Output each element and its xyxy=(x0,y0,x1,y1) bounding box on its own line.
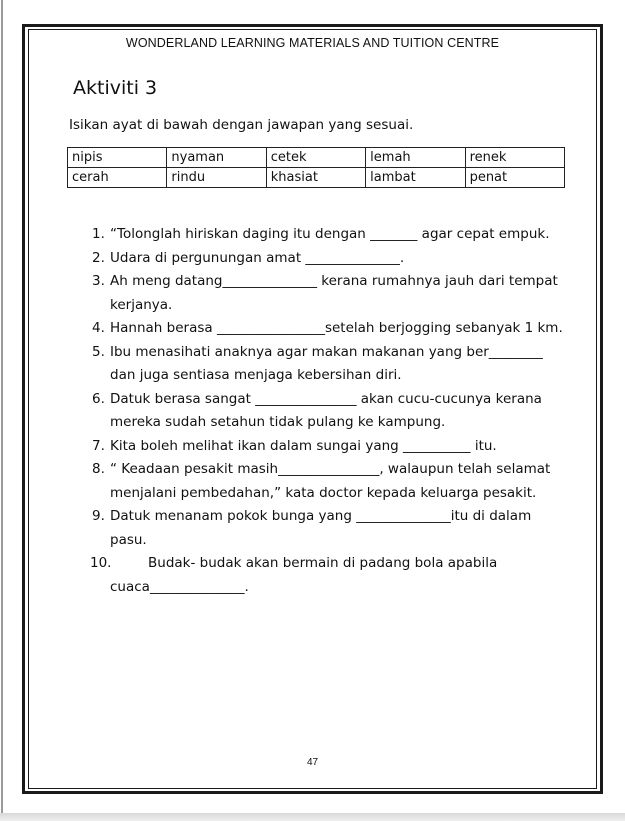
word-cell: nyaman xyxy=(167,148,266,168)
word-cell: khasiat xyxy=(266,168,365,188)
question-item xyxy=(92,317,572,341)
question-number: 7. xyxy=(92,437,105,454)
question-item xyxy=(92,388,572,435)
word-cell: cerah xyxy=(68,168,167,188)
question-number: 10. xyxy=(90,555,112,571)
page-edge-line xyxy=(1,0,3,821)
question-number: 6. xyxy=(92,390,105,407)
question-number: 2. xyxy=(92,249,105,266)
question-number: 3. xyxy=(92,273,105,289)
question-text: Datuk berasa sangat _______________ akan cucu-cucunya kerana mereka sudah setahun tidak pulang ke kampung. xyxy=(110,390,542,430)
question-list xyxy=(92,223,572,599)
question-number: 8. xyxy=(92,461,105,477)
question-item xyxy=(92,341,572,388)
question-text: Hannah berasa ________________setelah berjogging sebanyak 1 km. xyxy=(110,320,563,336)
question-item xyxy=(92,223,572,247)
question-text: “ Keadaan pesakit masih_______________, walaupun telah selamat menjalani pembedahan,” kata doctor kepada keluarga pesakit. xyxy=(110,461,551,501)
activity-title: Aktiviti 3 xyxy=(73,77,158,99)
page-number: 47 xyxy=(306,757,319,768)
word-bank-row xyxy=(68,168,565,188)
question-item xyxy=(92,435,572,459)
question-text: Budak- budak akan bermain di padang bola apabila cuaca______________. xyxy=(110,555,498,595)
word-cell: renek xyxy=(465,148,564,168)
question-number: 4. xyxy=(92,320,105,336)
instruction-text: Isikan ayat di bawah dengan jawapan yang sesuai. xyxy=(69,117,414,133)
word-cell: penat xyxy=(465,168,564,188)
question-text: “Tolonglah hiriskan daging itu dengan _______ agar cepat empuk. xyxy=(110,226,550,242)
word-cell: rindu xyxy=(167,168,266,188)
word-cell: lemah xyxy=(366,148,465,168)
question-number: 1. xyxy=(92,226,105,242)
document-header: WONDERLAND LEARNING MATERIALS AND TUITION CENTRE xyxy=(125,36,500,50)
word-bank-table xyxy=(67,147,565,188)
word-cell: lambat xyxy=(366,168,465,188)
question-text: Kita boleh melihat ikan dalam sungai yang __________ itu. xyxy=(110,437,497,454)
question-number: 9. xyxy=(92,508,105,524)
question-item xyxy=(92,270,572,317)
question-text: Datuk menanam pokok bunga yang ______________itu di dalam pasu. xyxy=(110,508,532,548)
question-text: Ah meng datang______________ kerana rumahnya jauh dari tempat kerjanya. xyxy=(110,273,558,313)
page-bottom-shadow xyxy=(0,813,625,821)
question-text: Ibu menasihati anaknya agar makan makanan yang ber________ dan juga sentiasa menjaga kebersihan diri. xyxy=(110,343,543,383)
question-item xyxy=(92,505,572,552)
question-item xyxy=(92,552,572,599)
word-cell: cetek xyxy=(266,148,365,168)
question-text: Udara di pergunungan amat ______________. xyxy=(110,249,405,266)
word-cell: nipis xyxy=(68,148,167,168)
question-item xyxy=(92,247,572,271)
question-number: 5. xyxy=(92,343,105,360)
question-item xyxy=(92,458,572,505)
word-bank-row xyxy=(68,148,565,168)
